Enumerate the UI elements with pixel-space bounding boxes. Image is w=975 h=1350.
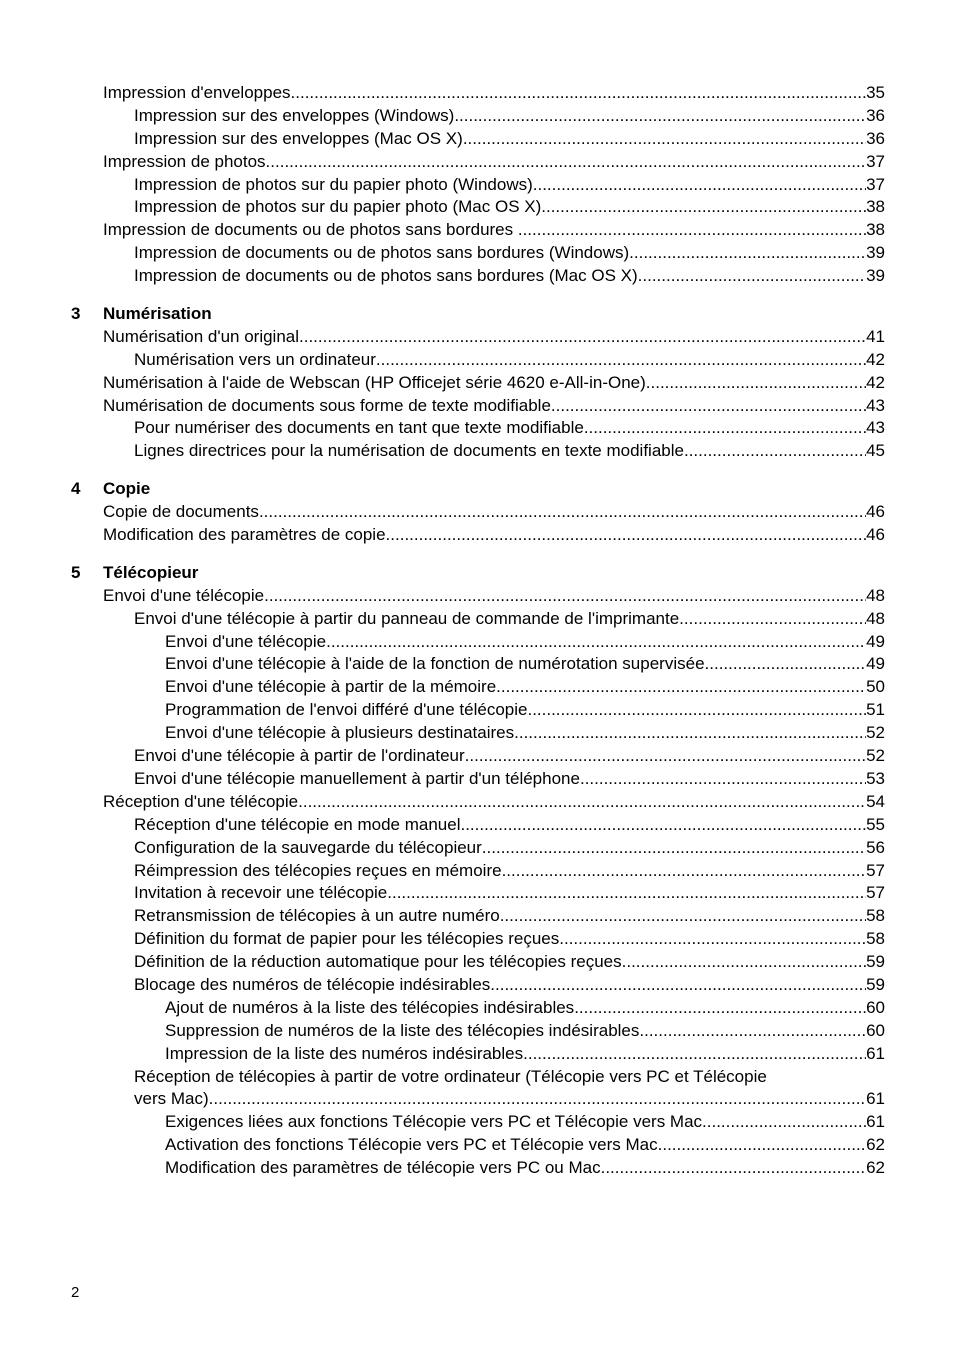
- toc-entry-title: Programmation de l'envoi différé d'une télécopie: [165, 700, 528, 720]
- toc-entry[interactable]: [0, 82, 975, 105]
- toc-entry-page: 60: [866, 997, 885, 1017]
- toc-entry-page: 46: [866, 525, 885, 545]
- toc-entry-title: vers Mac): [134, 1089, 209, 1109]
- chapter-number: 5: [71, 562, 81, 582]
- toc-entry[interactable]: [0, 974, 975, 997]
- toc-entry-title: Exigences liées aux fonctions Télécopie vers PC et Télécopie vers Mac: [165, 1112, 703, 1132]
- chapter-title: Télécopieur: [103, 562, 199, 582]
- toc-entry-title: Envoi d'une télécopie: [165, 631, 327, 651]
- toc-entry-wrapped-first-line[interactable]: [0, 1066, 975, 1089]
- toc-entry-title: Blocage des numéros de télécopie indésirables: [134, 974, 491, 994]
- dot-leader: [500, 905, 866, 928]
- dot-leader: [580, 768, 866, 791]
- chapter-title: Numérisation: [103, 304, 212, 324]
- toc-entry-title: Impression de documents ou de photos sans bordures (Mac OS X): [134, 266, 638, 286]
- toc-entry-title: Impression d'enveloppes: [103, 83, 291, 102]
- toc-entry-title: Définition du format de papier pour les télécopies reçues: [134, 929, 560, 949]
- toc-entry-page: 57: [866, 860, 885, 880]
- dot-leader: [684, 440, 866, 463]
- toc-entry[interactable]: [0, 951, 975, 974]
- toc-entry[interactable]: [0, 722, 975, 745]
- toc-entry[interactable]: [0, 791, 975, 814]
- dot-leader: [639, 1020, 866, 1043]
- dot-leader: [259, 501, 866, 524]
- toc-entry-title: Impression sur des enveloppes (Mac OS X): [134, 128, 463, 148]
- toc-entry[interactable]: [0, 196, 975, 219]
- toc-entry-page: 59: [866, 952, 885, 972]
- toc-entry-page: 49: [866, 631, 885, 651]
- dot-leader: [514, 722, 866, 745]
- toc-entry-page: 54: [866, 791, 885, 811]
- toc-entry-title: Impression de la liste des numéros indésirables: [165, 1043, 524, 1063]
- dot-leader: [490, 974, 866, 997]
- toc-entry[interactable]: [0, 860, 975, 883]
- toc-entry-title: Suppression de numéros de la liste des télécopies indésirables: [165, 1020, 640, 1040]
- dot-leader: [601, 1157, 866, 1180]
- toc-entry[interactable]: [0, 326, 975, 349]
- toc-entry[interactable]: [0, 676, 975, 699]
- dot-leader: [386, 524, 867, 547]
- dot-leader: [496, 676, 866, 699]
- toc-entry-page: 36: [866, 105, 885, 125]
- toc-entry-page: 50: [866, 677, 885, 697]
- toc-entry-title: Réception d'une télécopie: [103, 791, 299, 811]
- toc-entry-page: 56: [866, 837, 885, 857]
- dot-leader: [584, 417, 866, 440]
- toc-entry-page: 38: [866, 197, 885, 217]
- toc-entry[interactable]: [0, 905, 975, 928]
- toc-entry[interactable]: [0, 395, 975, 418]
- toc-entry-page: 37: [866, 174, 885, 194]
- table-of-contents: [0, 82, 975, 1180]
- toc-entry-page: 62: [866, 1158, 885, 1178]
- dot-leader: [527, 699, 866, 722]
- chapter-title: Copie: [103, 479, 151, 499]
- toc-entry-title: Retransmission de télécopies à un autre numéro: [134, 906, 500, 926]
- toc-entry-title: Réimpression des télécopies reçues en mémoire: [134, 860, 502, 880]
- toc-entry-page: 41: [866, 326, 885, 346]
- chapter-heading-3[interactable]: [0, 303, 975, 326]
- toc-entry-title: Impression de photos: [103, 151, 266, 171]
- toc-entry[interactable]: [0, 608, 975, 631]
- dot-leader: [638, 265, 866, 288]
- dot-leader: [387, 882, 866, 905]
- toc-entry-title: Numérisation d'un original: [103, 326, 300, 346]
- dot-leader: [518, 219, 866, 242]
- dot-leader: [702, 1111, 866, 1134]
- dot-leader: [658, 1134, 866, 1157]
- toc-entry-title: Numérisation à l'aide de Webscan (HP Officejet série 4620 e-All-in-One): [103, 372, 646, 392]
- toc-entry-title: Envoi d'une télécopie manuellement à partir d'un téléphone: [134, 768, 580, 788]
- toc-entry-title: Impression sur des enveloppes (Windows): [134, 105, 455, 125]
- toc-entry-title: Réception de télécopies à partir de votre ordinateur (Télécopie vers PC et Télécopie: [134, 1066, 767, 1086]
- toc-entry[interactable]: [0, 997, 975, 1020]
- toc-entry-title: Copie de documents: [103, 502, 259, 522]
- toc-entry[interactable]: [0, 417, 975, 440]
- dot-leader: [541, 196, 866, 219]
- toc-entry-title: Modification des paramètres de copie: [103, 525, 386, 545]
- toc-entry-page: 39: [866, 243, 885, 263]
- chapter-number: 4: [71, 479, 81, 499]
- dot-leader: [463, 128, 866, 151]
- dot-leader: [299, 326, 866, 349]
- toc-entry-page: 58: [866, 906, 885, 926]
- dot-leader: [705, 653, 867, 676]
- toc-entry-title: Envoi d'une télécopie à partir de la mémoire: [165, 677, 497, 697]
- dot-leader: [326, 631, 866, 654]
- dot-leader: [376, 349, 866, 372]
- dot-leader: [460, 814, 866, 837]
- toc-entry-page: 48: [866, 608, 885, 628]
- toc-entry-page: 52: [866, 746, 885, 766]
- toc-entry-page: 38: [866, 220, 885, 240]
- toc-entry[interactable]: [0, 1111, 975, 1134]
- toc-entry-title: Envoi d'une télécopie à plusieurs destinataires: [165, 723, 515, 743]
- toc-entry[interactable]: [0, 653, 975, 676]
- toc-entry-title: Pour numériser des documents en tant que texte modifiable: [134, 418, 584, 438]
- dot-leader: [574, 997, 866, 1020]
- dot-leader: [264, 585, 866, 608]
- dot-leader: [298, 791, 866, 814]
- dot-leader: [622, 951, 866, 974]
- toc-entry-page: 37: [866, 151, 885, 171]
- toc-entry-title: Définition de la réduction automatique pour les télécopies reçues: [134, 952, 622, 972]
- toc-entry[interactable]: [0, 837, 975, 860]
- page-number: 2: [71, 1284, 80, 1301]
- toc-entry[interactable]: [0, 1043, 975, 1066]
- toc-entry[interactable]: [0, 174, 975, 197]
- dot-leader: [454, 105, 866, 128]
- chapter-heading-5[interactable]: [0, 562, 975, 585]
- toc-entry[interactable]: [0, 242, 975, 265]
- toc-entry[interactable]: [0, 1134, 975, 1157]
- toc-entry-page: 60: [866, 1020, 885, 1040]
- toc-entry-page: 42: [866, 372, 885, 392]
- toc-entry-title: Numérisation vers un ordinateur: [134, 349, 376, 369]
- toc-entry-title: Modification des paramètres de télécopie vers PC ou Mac: [165, 1158, 601, 1178]
- toc-entry-page: 46: [866, 502, 885, 522]
- toc-entry-page: 49: [866, 654, 885, 674]
- toc-entry[interactable]: [0, 631, 975, 654]
- toc-entry-page: 35: [866, 83, 885, 102]
- toc-entry-page: 57: [866, 883, 885, 903]
- chapter-heading-4[interactable]: [0, 478, 975, 501]
- toc-entry[interactable]: [0, 745, 975, 768]
- toc-entry-title: Envoi d'une télécopie: [103, 585, 265, 605]
- toc-entry-title: Impression de documents ou de photos sans bordures (Windows): [134, 243, 630, 263]
- toc-entry-page: 48: [866, 585, 885, 605]
- dot-leader: [646, 372, 866, 395]
- toc-entry[interactable]: [0, 768, 975, 791]
- chapter-number: 3: [71, 304, 81, 324]
- toc-entry-title: Activation des fonctions Télécopie vers PC et Télécopie vers Mac: [165, 1135, 658, 1155]
- toc-entry-title: Envoi d'une télécopie à l'aide de la fonction de numérotation supervisée: [165, 654, 705, 674]
- dot-leader: [209, 1088, 866, 1111]
- toc-entry[interactable]: [0, 349, 975, 372]
- toc-entry-page: 52: [866, 723, 885, 743]
- toc-entry-title: Numérisation de documents sous forme de texte modifiable: [103, 395, 551, 415]
- toc-entry-page: 58: [866, 929, 885, 949]
- toc-entry[interactable]: [0, 1088, 975, 1111]
- toc-entry-title: Impression de photos sur du papier photo (Windows): [134, 174, 533, 194]
- toc-entry[interactable]: [0, 265, 975, 288]
- toc-entry-page: 43: [866, 395, 885, 415]
- dot-leader: [482, 837, 866, 860]
- toc-entry-page: 42: [866, 349, 885, 369]
- toc-entry[interactable]: [0, 440, 975, 463]
- toc-entry[interactable]: [0, 501, 975, 524]
- dot-leader: [502, 860, 867, 883]
- toc-entry-title: Invitation à recevoir une télécopie: [134, 883, 388, 903]
- toc-entry-page: 36: [866, 128, 885, 148]
- toc-entry-page: 39: [866, 266, 885, 286]
- dot-leader: [533, 174, 866, 197]
- toc-entry-page: 55: [866, 814, 885, 834]
- toc-entry[interactable]: [0, 105, 975, 128]
- toc-entry[interactable]: [0, 928, 975, 951]
- dot-leader: [523, 1043, 866, 1066]
- toc-entry-page: 51: [866, 700, 885, 720]
- toc-entry-title: Ajout de numéros à la liste des télécopies indésirables: [165, 997, 575, 1017]
- toc-entry[interactable]: [0, 1157, 975, 1180]
- toc-entry[interactable]: [0, 1020, 975, 1043]
- dot-leader: [679, 608, 866, 631]
- toc-entry[interactable]: [0, 585, 975, 608]
- toc-entry-page: 45: [866, 441, 885, 461]
- toc-entry[interactable]: [0, 372, 975, 395]
- toc-entry[interactable]: [0, 219, 975, 242]
- toc-entry[interactable]: [0, 128, 975, 151]
- toc-entry-title: Configuration de la sauvegarde du télécopieur: [134, 837, 482, 857]
- toc-entry-title: Envoi d'une télécopie à partir de l'ordinateur: [134, 746, 465, 766]
- toc-entry-page: 61: [866, 1112, 885, 1132]
- dot-leader: [291, 82, 867, 105]
- toc-entry[interactable]: [0, 814, 975, 837]
- toc-entry[interactable]: [0, 151, 975, 174]
- toc-entry-title: Impression de photos sur du papier photo (Mac OS X): [134, 197, 542, 217]
- dot-leader: [465, 745, 866, 768]
- toc-entry[interactable]: [0, 699, 975, 722]
- dot-leader: [629, 242, 866, 265]
- toc-entry-title: Réception d'une télécopie en mode manuel: [134, 814, 461, 834]
- dot-leader: [266, 151, 867, 174]
- toc-entry-title: Lignes directrices pour la numérisation de documents en texte modifiable: [134, 441, 684, 461]
- toc-entry[interactable]: [0, 882, 975, 905]
- toc-entry-page: 43: [866, 418, 885, 438]
- toc-entry-page: 61: [866, 1089, 885, 1109]
- toc-entry-title: Envoi d'une télécopie à partir du panneau de commande de l'imprimante: [134, 608, 680, 628]
- toc-entry[interactable]: [0, 524, 975, 547]
- toc-entry-page: 62: [866, 1135, 885, 1155]
- toc-entry-title: Impression de documents ou de photos sans bordures: [103, 220, 518, 240]
- dot-leader: [551, 395, 866, 418]
- toc-entry-page: 53: [866, 768, 885, 788]
- toc-entry-page: 59: [866, 974, 885, 994]
- toc-entry-page: 61: [866, 1043, 885, 1063]
- dot-leader: [559, 928, 866, 951]
